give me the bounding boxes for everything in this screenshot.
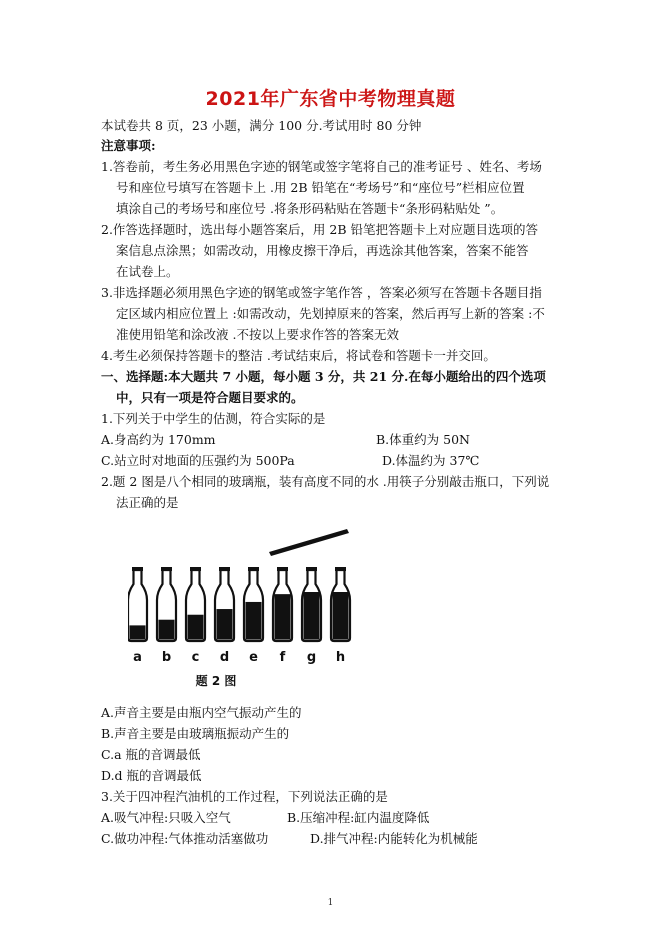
bottle-rim-e	[248, 567, 259, 571]
water-c	[188, 615, 204, 640]
notice-1-line-3: 填涂自己的考场号和座位号 .将条形码粘贴在答题卡“条形码粘贴处 ”。	[116, 201, 504, 216]
question-3-option-b: B.压缩冲程:缸内温度降低	[287, 810, 430, 825]
bottle-rim-d	[219, 567, 230, 571]
bottle-f	[273, 567, 292, 665]
notice-3-line-2: 定区域内相应位置上 :如需改动，先划掉原来的答案，然后再写上新的答案 :不	[116, 306, 545, 321]
bottle-b	[157, 567, 176, 665]
question-2-option-a: A.声音主要是由瓶内空气振动产生的	[101, 705, 302, 720]
water-b	[159, 620, 175, 640]
notice-2-line-3: 在试卷上。	[116, 264, 179, 279]
bottle-h	[331, 567, 350, 665]
question-1-option-c: C.站立时对地面的压强约为 500Pa	[101, 453, 295, 468]
bottle-g	[302, 567, 321, 665]
chopstick	[269, 529, 349, 556]
bottle-rim-g	[306, 567, 317, 571]
bottle-d	[215, 567, 234, 665]
bottle-e	[244, 567, 263, 665]
question-1-option-b: B.体重约为 50N	[376, 432, 470, 447]
bottle-label-h: h	[335, 650, 346, 665]
notice-1-line-1: 1.答卷前，考生务必用黑色字迹的钢笔或签字笔将自己的准考证号 、姓名、考场	[101, 159, 542, 174]
water-h	[333, 592, 349, 640]
bottle-label-c: c	[191, 650, 200, 665]
question-2-stem-line-1: 2.题 2 图是八个相同的玻璃瓶，装有高度不同的水 .用筷子分别敲击瓶口，下列说	[101, 474, 550, 489]
exam-intro: 本试卷共 8 页，23 小题，满分 100 分.考试用时 80 分钟	[101, 118, 422, 133]
question-1-option-a: A.身高约为 170mm	[101, 432, 216, 447]
question-1-option-d: D.体温约为 37℃	[382, 453, 480, 468]
figure-caption: 题 2 图	[195, 674, 237, 688]
question-2-option-c: C.a 瓶的音调最低	[101, 747, 201, 762]
bottle-rim-a	[132, 567, 143, 571]
bottle-rim-c	[190, 567, 201, 571]
water-e	[246, 602, 262, 640]
water-g	[304, 592, 320, 640]
question-1-stem: 1.下列关于中学生的估测，符合实际的是	[101, 411, 326, 426]
bottle-label-g: g	[306, 650, 317, 665]
question-3-stem: 3.关于四冲程汽油机的工作过程，下列说法正确的是	[101, 789, 388, 804]
question-2-option-d: D.d 瓶的音调最低	[101, 768, 202, 783]
bottle-rim-h	[335, 567, 346, 571]
question-3-option-c: C.做功冲程:气体推动活塞做功	[101, 831, 269, 846]
section-heading-line-2: 中，只有一项是符合题目要求的。	[116, 390, 304, 405]
bottle-label-f: f	[279, 650, 286, 665]
notice-1-line-2: 号和座位号填写在答题卡上 .用 2B 铅笔在“考场号”和“座位号”栏相应位置	[116, 180, 525, 195]
bottle-label-b: b	[161, 650, 172, 665]
question-2-stem-line-2: 法正确的是	[116, 495, 179, 510]
bottle-rim-b	[161, 567, 172, 571]
bottle-label-a: a	[133, 650, 142, 665]
bottle-a	[128, 567, 147, 665]
section-heading-line-1: 一、选择题:本大题共 7 小题，每小题 3 分，共 21 分.在每小题给出的四个选项	[101, 369, 546, 384]
notice-4-line-1: 4.考生必须保持答题卡的整洁 .考试结束后，将试卷和答题卡一并交回。	[101, 348, 496, 363]
bottle-label-e: e	[249, 650, 258, 665]
bottle-label-d: d	[219, 650, 230, 665]
water-f	[275, 594, 291, 639]
water-d	[217, 609, 233, 639]
bottle-rim-f	[277, 567, 288, 571]
question-3-option-a: A.吸气冲程:只吸入空气	[101, 810, 231, 825]
notice-heading: 注意事项:	[101, 138, 156, 153]
notice-2-line-1: 2.作答选择题时，选出每小题答案后，用 2B 铅笔把答题卡上对应题目选项的答	[101, 222, 539, 237]
water-a	[130, 625, 146, 639]
notice-2-line-2: 案信息点涂黑；如需改动，用橡皮擦干净后，再选涂其他答案，答案不能答	[116, 243, 529, 258]
question-3-option-d: D.排气冲程:内能转化为机械能	[310, 831, 478, 846]
notice-3-line-3: 准使用铅笔和涂改液 .不按以上要求作答的答案无效	[116, 327, 399, 342]
exam-title: 2021年广东省中考物理真题	[205, 88, 456, 110]
notice-3-line-1: 3.非选择题必须用黑色字迹的钢笔或签字笔作答 ，答案必须写在答题卡各题目指	[101, 285, 542, 300]
bottles-figure	[128, 520, 368, 695]
question-2-option-b: B.声音主要是由玻璃瓶振动产生的	[101, 726, 290, 741]
bottle-c	[186, 567, 205, 665]
page-number: 1	[327, 898, 334, 908]
